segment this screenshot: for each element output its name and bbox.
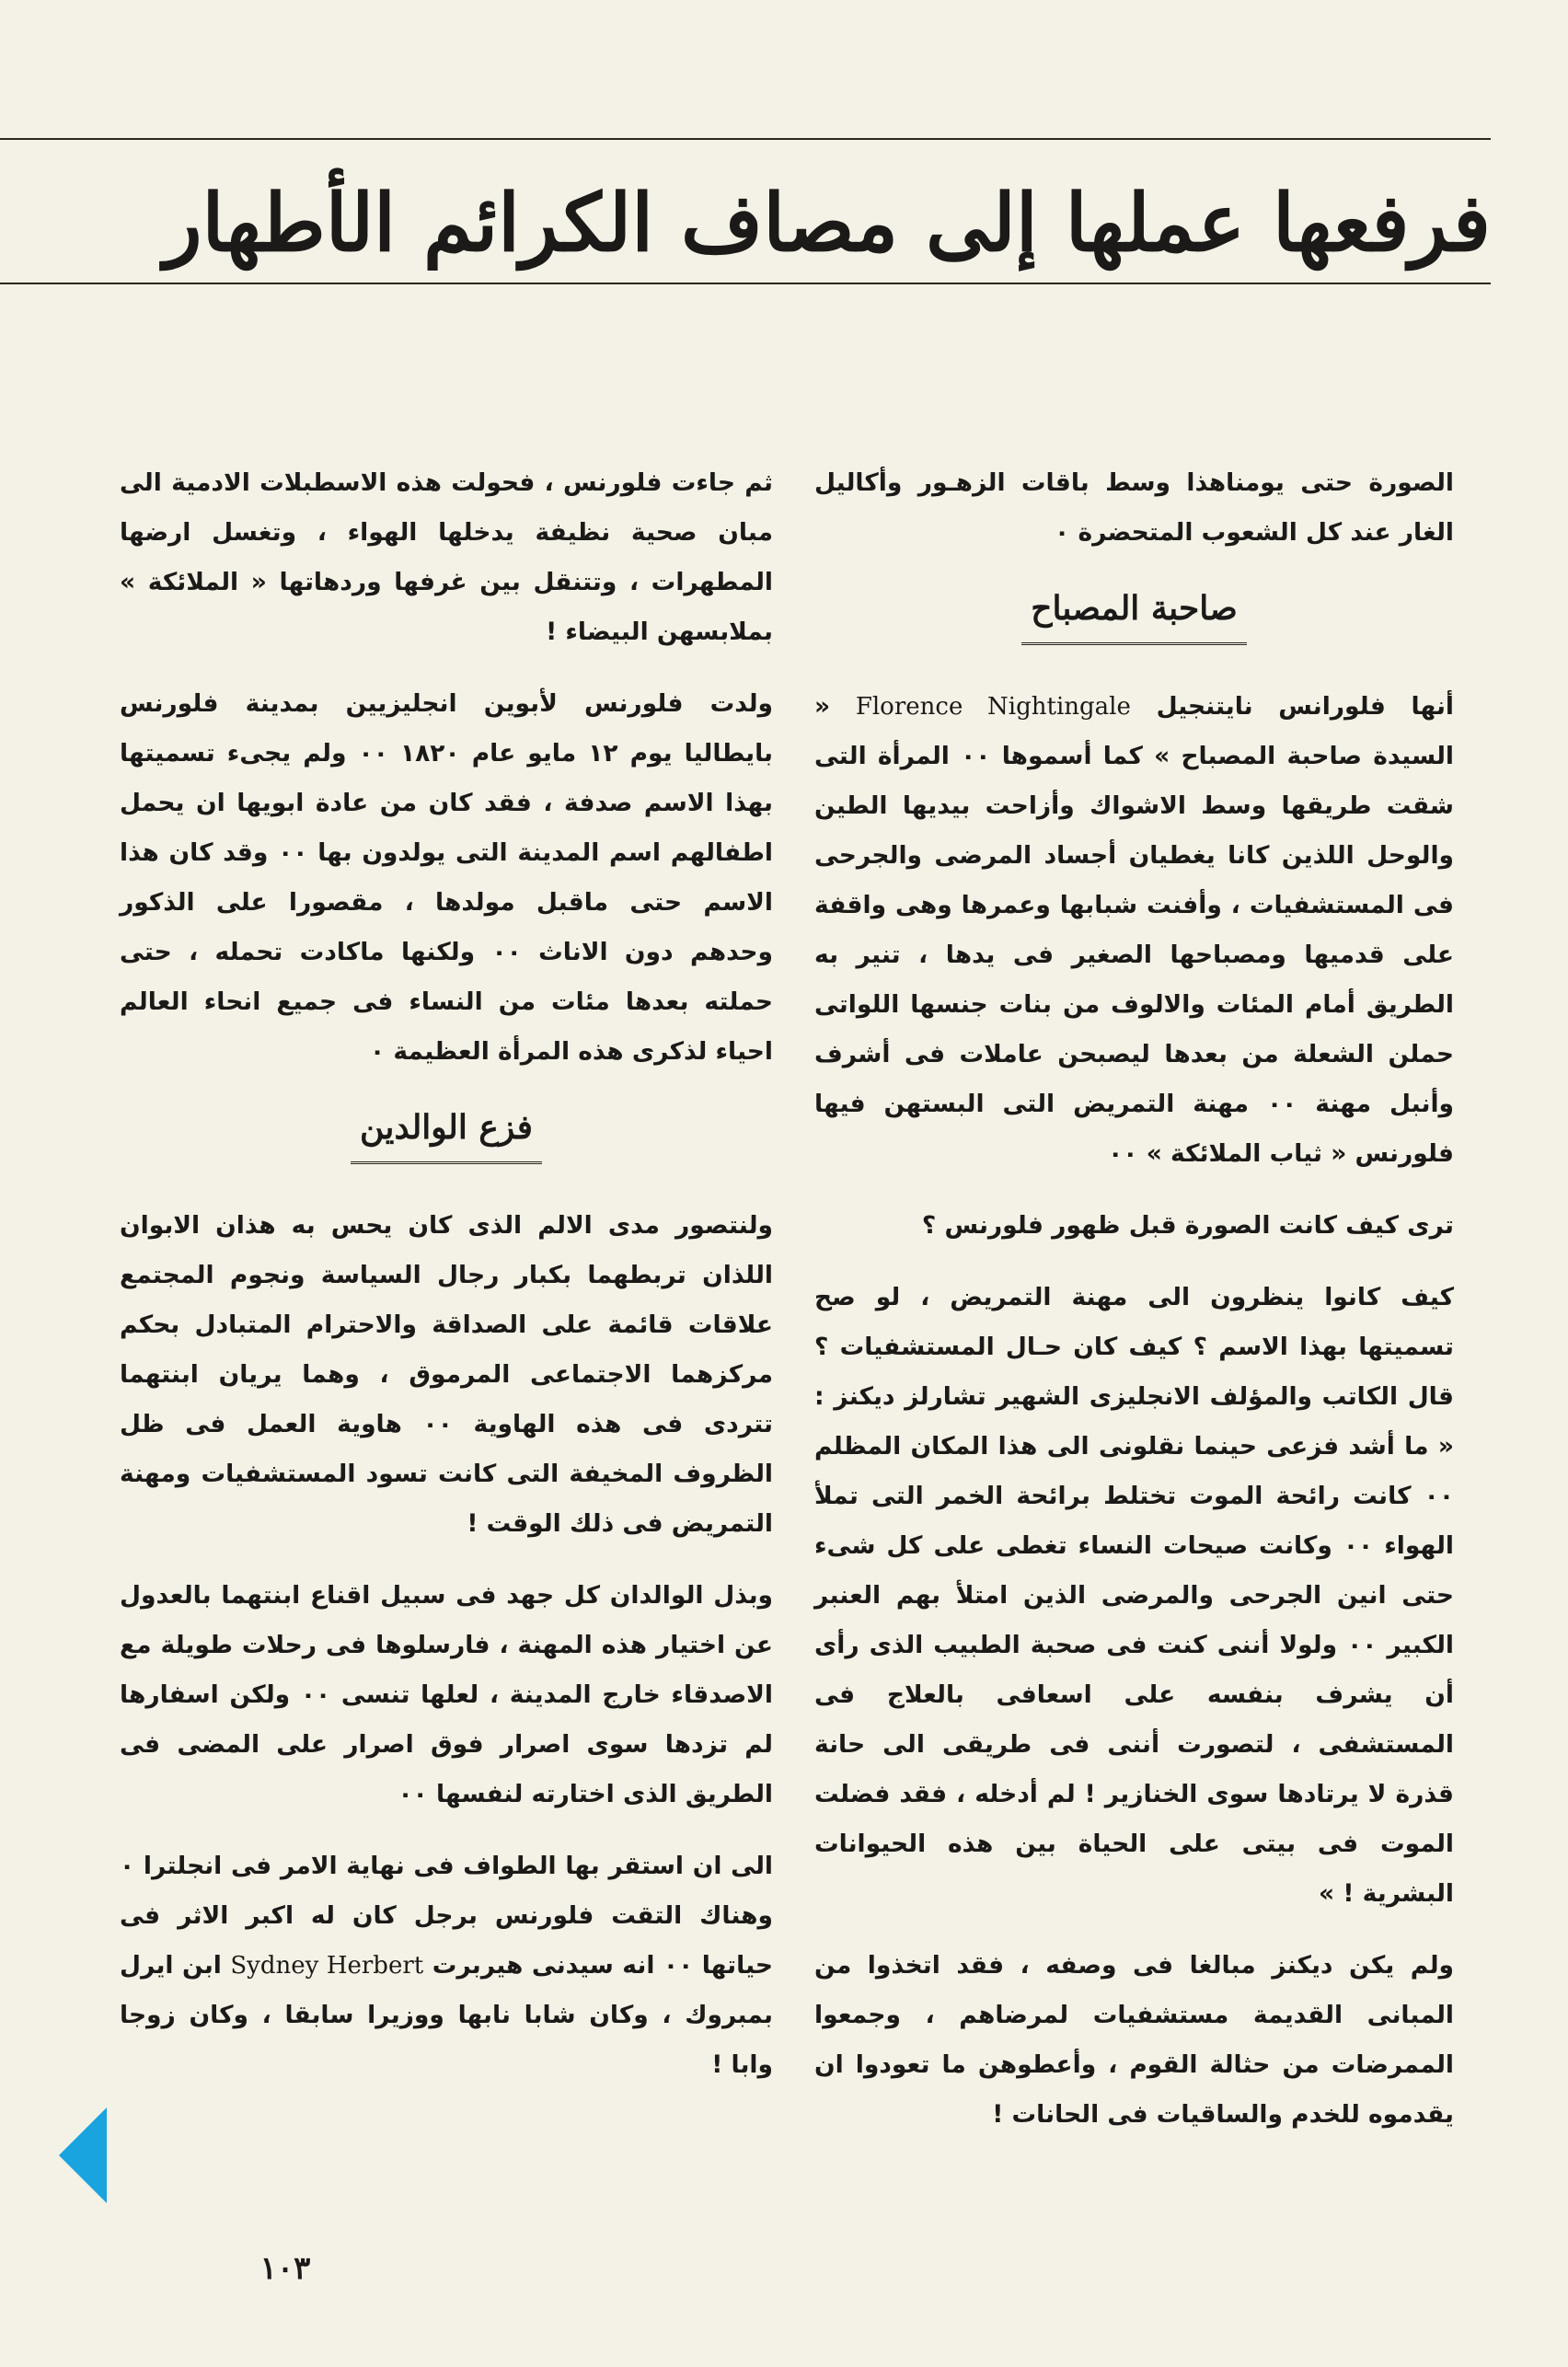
paragraph-question: ترى كيف كانت الصورة قبل ظهور فلورنس ؟ xyxy=(921,1211,1454,1240)
paragraph-parents-effort: وبذل الوالدان كل جهد فى سبيل اقناع ابنتهما بالعدول عن اختيار هذه المهنة ، فارسلوها فى رحلات طويلة مع الاصدقاء خارج المدينة ، لعلها تنسى ٠٠ ولكن اسفارها لم تزدها سوى اصرار فوق اصرار على المضى فى الطريق الذى اختارته لنفسها ٠٠ xyxy=(120,1581,773,1808)
left-column xyxy=(120,458,773,2112)
blue-triangle-marker-icon xyxy=(59,2107,107,2203)
intro-paragraph: الصورة حتى يومناهذا وسط باقات الزهـور وأكاليل الغار عند كل الشعوب المتحضرة ٠ xyxy=(814,468,1454,547)
paragraph-england: الى ان استقر بها الطواف فى نهاية الامر فى انجلترا ٠ وهناك التقت فلورنس برجل كان له اكبر الاثر فى حياتها ٠٠ انه سيدنى هيربرت Sydney Herbert ابن ايرل بمبروك ، وكان شابا نابها ووزيرا سابقا ، وكان زوجا وابا ! xyxy=(120,1852,773,2079)
headline-bottom-rule xyxy=(0,283,1491,284)
paragraph-hospitals: ولم يكن ديكنز مبالغا فى وصفه ، فقد اتخذوا من المبانى القديمة مستشفيات لمرضاهم ، وجمعوا الممرضات من حثالة القوم ، وأعطوهن ما تعودوا ان يقدموه للخدم والساقيات فى الحانات ! xyxy=(814,1951,1454,2129)
latin-name-florence: Florence Nightingale xyxy=(855,693,1131,721)
paragraph-dickens: كيف كانوا ينظرون الى مهنة التمريض ، لو صح تسميتها بهذا الاسم ؟ كيف كان حـال المستشفيات ؟ قال الكاتب والمؤلف الانجليزى الشهير تشارلز ديكنز : « ما أشد فزعى حينما نقلونى الى هذا المكان المظلم ٠٠ كانت رائحة الموت تختلط برائحة الخمر التى تملأ الهواء ٠٠ وكانت صيحات النساء تغطى على كل شىء حتى انين الجرحى والمرضى الذين امتلأ بهم العنبر الكبير ٠٠ ولولا أننى كنت فى صحبة الطبيب الذى رأى أن يشرف بنفسه على اسعافى بالعلاج فى المستشفى ، لتصورت أننى فى طريقى الى حانة قذرة لا يرتادها سوى الخنازير ! لم أدخله ، فقد فضلت الموت فى بيتى على الحياة بين هذه الحيوانات البشرية ! » xyxy=(814,1283,1454,1908)
subhead-lamp-lady: صاحبة المصباح xyxy=(814,580,1454,645)
article-headline: فرفعها عملها إلى مصاف الكرائم الأطهار xyxy=(163,177,1491,270)
paragraph-birth: ولدت فلورنس لأبوين انجليزيين بمدينة فلورنس بايطاليا يوم ١٢ مايو عام ١٨٢٠ ٠٠ ولم يجىء تسميتها بهذا الاسم صدفة ، فقد كان من عادة ابويها ان يحمل اطفالهم اسم المدينة التى يولدون بها ٠٠ وقد كان هذا الاسم حتى ماقبل مولدها ، مقصورا على الذكور وحدهم دون الاناث ٠٠ ولكنها ماكادت تحمله ، حتى حملته بعدها مئات من النساء فى جميع انحاء العالم احياء لذكرى هذه المرأة العظيمة ٠ xyxy=(120,689,774,1066)
page-number: ١٠٣ xyxy=(259,2250,311,2287)
subhead-parents-fear: فزع الوالدين xyxy=(120,1099,773,1164)
paragraph-parents-pain: ولنتصور مدى الالم الذى كان يحس به هذان الابوان اللذان تربطهما بكبار رجال السياسة ونجوم المجتمع علاقات قائمة على الصداقة والاحترام المتبادل بحكم مركزهما الاجتماعى المرموق ، وهما يريان ابنتهما تتردى فى هذه الهاوية ٠٠ هاوية العمل فى ظل الظروف المخيفة التى كانت تسود المستشفيات ومهنة التمريض فى ذلك الوقت ! xyxy=(120,1211,773,1538)
headline-top-rule xyxy=(0,138,1491,140)
paragraph-florence-intro: أنها فلورانس نايتنجيل Florence Nightingale « السيدة صاحبة المصباح » كما أسموها ٠٠ المرأة التى شقت طريقها وسط الاشواك وأزاحت بيديها الطين والوحل اللذين كانا يغطيان أجساد المرضى والجرحى فى المستشفيات ، وأفنت شبابها وعمرها وهى واقفة على قدميها ومصباحها الصغير فى يدها ، تنير به الطريق أمام المئات والالوف من بنات جنسها اللواتى حملن الشعلة من بعدها ليصبحن عاملات فى أشرف وأنبل مهنة ٠٠ مهنة التمريض التى البستهن فيها فلورنس « ثياب الملائكة » ٠٠ xyxy=(814,692,1454,1168)
latin-name-sydney: Sydney Herbert xyxy=(230,1952,424,1980)
right-column xyxy=(814,458,1454,2162)
paragraph-florence-arrives: ثم جاءت فلورنس ، فحولت هذه الاسطبلات الادمية الى مبان صحية نظيفة يدخلها الهواء ، وتغسل ارضها المطهرات ، وتتنقل بين غرفها وردهاتها « الملائكة » بملابسهن البيضاء ! xyxy=(120,468,773,646)
